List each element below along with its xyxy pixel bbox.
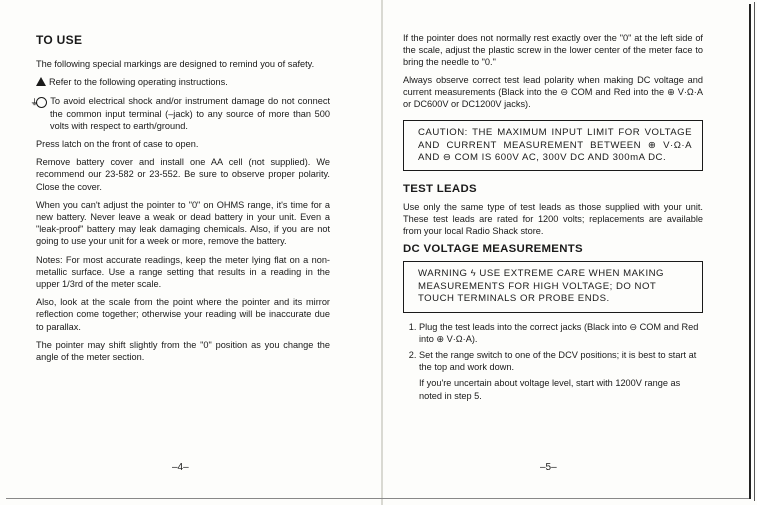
earth-ground-icon: ⏚ [36, 97, 47, 108]
paragraph: Use only the same type of test leads as those supplied with your unit. These test leads are rated for 1200 volts; replacements are available from your local Radio Shack store. [403, 201, 703, 237]
left-page [30, 0, 330, 363]
page-heading: TO USE [36, 33, 83, 47]
list-item: If you're uncertain about voltage level, start with 1200V range as noted in step 5. [419, 378, 681, 401]
paragraph: The pointer may shift slightly from the "0" position as you change the angle of the meter section. [36, 339, 330, 363]
paragraph: Also, look at the scale from the point where the pointer and its mirror reflection come together; otherwise your reading will be inaccurate due to parallax. [36, 297, 330, 332]
paragraph: When you can't adjust the pointer to "0" on OHMS range, it's time for a new battery. Never leave a weak or dead battery in your unit. Even a "leak-proof" battery may leak damaging chemicals. Also, if you are not going to use your unit for a week or more, remove the battery. [36, 199, 330, 247]
page-number: –4– [172, 462, 189, 473]
paragraph: If the pointer does not normally rest exactly over the "0" at the left side of the scale, adjust the plastic screw in the lower center of the meter face to bring the needle to "0." [403, 33, 703, 68]
paragraph: The following special markings are designed to remind you of safety. [36, 59, 315, 70]
frame-line [754, 2, 755, 501]
paragraph: Press latch on the front of case to open. [36, 139, 199, 150]
list-item: 2. Set the range switch to one of the DCV positions; it is best to start at the top and work down. [419, 349, 703, 373]
section-heading: TEST LEADS [403, 183, 477, 196]
caution-box: CAUTION: THE MAXIMUM INPUT LIMIT FOR VOLTAGE AND CURRENT MEASUREMENT BETWEEN ⊕ V·Ω·A AND ⊖ COM IS 600V AC, 300V DC AND 300mA DC. [403, 120, 703, 171]
paragraph: Notes: For most accurate readings, keep the meter lying flat on a non-metallic surface. Use a range setting that results in a reading in the upper 1/3rd of the meter scale. [36, 254, 330, 290]
paragraph: Refer to the following operating instructions. [36, 76, 330, 88]
warning-triangle-icon [36, 77, 46, 86]
section-heading: DC VOLTAGE MEASUREMENTS [403, 243, 583, 256]
paragraph: Always observe correct test lead polarity when making DC voltage and current measurements (Black into the ⊖ COM and Red into the ⊕ V·Ω·A or DC600V or DC1200V jacks). [403, 74, 703, 110]
paragraph: ⏚ To avoid electrical shock and/or instrument damage do not connect the common input terminal (–jack) to any source of more than 500 volts with respect to earth/ground. [30, 95, 330, 131]
paragraph: Remove battery cover and install one AA cell (not supplied). We recommend our 23-582 or 23-552. Be sure to observe proper polarity. Close the cover. [36, 157, 330, 192]
right-page [403, 0, 703, 406]
list-item: 1. Plug the test leads into the correct jacks (Black into ⊖ COM and Red into ⊕ V·Ω·A). [419, 321, 703, 345]
page-gutter [381, 0, 383, 505]
warning-box: WARNING ϟ USE EXTREME CARE WHEN MAKING MEASUREMENTS FOR HIGH VOLTAGE; DO NOT TOUCH TERMINALS OR PROBE ENDS. [403, 261, 703, 312]
frame-line [6, 498, 749, 499]
page-number: –5– [540, 462, 557, 473]
steps-list [403, 321, 703, 402]
frame-line [749, 4, 751, 499]
